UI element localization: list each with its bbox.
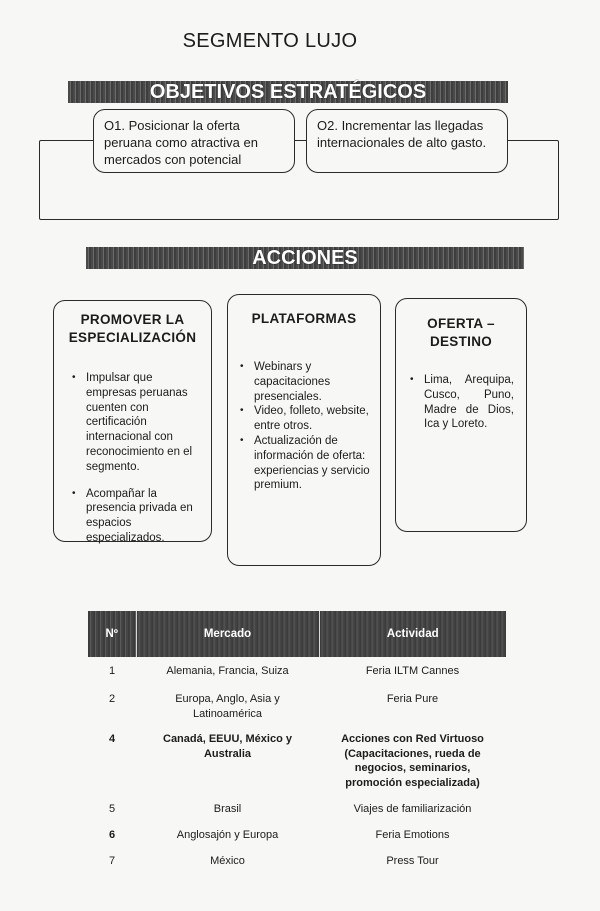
action-card-title: PROMOVER LA ESPECIALIZACIÓN <box>68 312 197 345</box>
column-header-mercado: Mercado <box>136 611 319 657</box>
objective-1-text: O1. Posicionar la oferta peruana como atractiva en mercados con potencial <box>104 118 258 167</box>
table-row <box>88 685 506 725</box>
activities-table <box>88 611 506 873</box>
list-item: • Actualización de información de oferta: experiencias y servicio premium. <box>240 434 372 493</box>
action-card-list <box>410 373 514 432</box>
list-item: • Lima, Arequipa, Cusco, Puno, Madre de Dios, Ica y Loreto. <box>410 373 514 432</box>
list-item: • Video, folleto, website, entre otros. <box>240 404 372 434</box>
cell-numero: 6 <box>108 829 116 841</box>
objective-2-text: O2. Incrementar las llegadas internacionales de alto gasto. <box>317 118 487 150</box>
objective-2-box <box>306 109 508 173</box>
action-card-plataformas <box>227 294 381 566</box>
objectives-heading: OBJETIVOS ESTRATÉGICOS <box>149 81 427 103</box>
cell-actividad: Viajes de familiarización <box>353 803 472 815</box>
cell-mercado: Europa, Anglo, Asia y Latinoamérica <box>175 693 280 720</box>
cell-mercado: Canadá, EEUU, México y Australia <box>163 733 292 760</box>
column-header-actividad: Actividad <box>319 611 506 657</box>
cell-actividad: Press Tour <box>386 855 439 867</box>
cell-actividad: Acciones con Red Virtuoso (Capacitaciones, rueda de negocios, seminarios, promoción especializada) <box>341 733 484 789</box>
page-title: SEGMENTO LUJO <box>182 30 358 52</box>
cell-mercado: Anglosajón y Europa <box>176 829 279 841</box>
table-row <box>88 795 506 821</box>
list-item: • Impulsar que empresas peruanas cuenten con certificación internacional con reconocimiento en el segmento. <box>72 371 201 475</box>
cell-mercado: Brasil <box>213 803 242 815</box>
cell-numero: 1 <box>108 665 116 677</box>
cell-mercado: México <box>210 855 245 867</box>
cell-actividad: Feria Emotions <box>375 829 450 841</box>
action-card-list <box>240 360 372 493</box>
cell-actividad: Feria Pure <box>386 693 439 705</box>
action-card-title: PLATAFORMAS <box>251 311 357 326</box>
cell-numero: 4 <box>108 733 116 745</box>
actions-heading: ACCIONES <box>252 247 358 269</box>
action-card-list <box>72 371 201 546</box>
table-row <box>88 725 506 795</box>
list-item: • Acompañar la presencia privada en espacios especializados. <box>72 487 201 546</box>
table-row <box>88 657 506 685</box>
table-row <box>88 847 506 873</box>
objective-1-box <box>93 109 295 173</box>
column-header-numero: Nº <box>88 611 136 657</box>
cell-numero: 5 <box>108 803 116 815</box>
table-row <box>88 821 506 847</box>
list-item: • Webinars y capacitaciones presenciales. <box>240 360 372 404</box>
action-card-oferta-destino <box>395 298 527 532</box>
actions-heading-band <box>86 247 524 269</box>
cell-numero: 7 <box>108 855 116 867</box>
objectives-heading-band <box>68 81 508 103</box>
cell-mercado: Alemania, Francia, Suiza <box>166 665 289 677</box>
cell-numero: 2 <box>108 693 116 705</box>
action-card-especializacion <box>53 300 212 542</box>
action-card-title: OFERTA – DESTINO <box>427 316 495 349</box>
table-header-row <box>88 611 506 657</box>
cell-actividad: Feria ILTM Cannes <box>365 665 460 677</box>
